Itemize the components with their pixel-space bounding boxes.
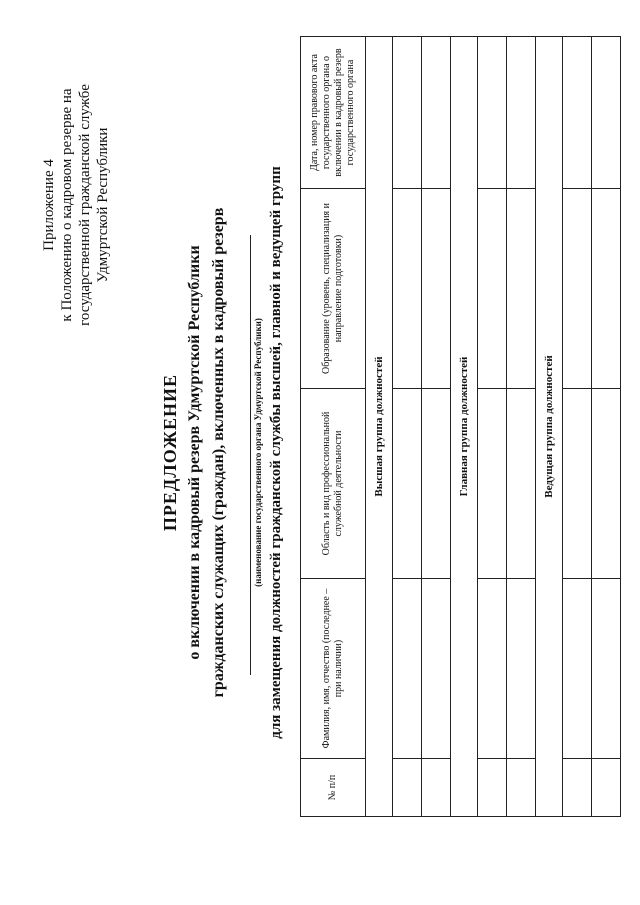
header-cell: Фамилия, имя, отчество (последнее – при наличии) <box>301 579 366 759</box>
group-label: Ведущая группа должностей <box>536 37 563 817</box>
group-row <box>536 37 563 817</box>
document-title: ПРЕДЛОЖЕНИЕ <box>160 373 180 532</box>
appendix-line: Удмуртской Республики <box>95 127 111 283</box>
table-row <box>393 37 422 817</box>
table-cell <box>507 37 536 189</box>
table-cell <box>478 759 507 817</box>
table-row <box>507 37 536 817</box>
table-cell <box>507 389 536 579</box>
table-cell <box>563 389 592 579</box>
group-label: Высшая группа должностей <box>366 37 393 817</box>
reserve-table <box>300 36 621 817</box>
table-cell <box>478 189 507 389</box>
table-cell <box>393 579 422 759</box>
group-label: Главная группа должностей <box>451 37 478 817</box>
table-cell <box>592 37 621 189</box>
table-cell <box>507 579 536 759</box>
table-cell <box>592 389 621 579</box>
table-cell <box>393 759 422 817</box>
table-row <box>592 37 621 817</box>
title-line: о включении в кадровый резерв Удмуртской Республики <box>186 245 203 660</box>
table-row <box>478 37 507 817</box>
table-cell <box>478 579 507 759</box>
header-cell: Область и вид профессиональной служебной деятельности <box>301 389 366 579</box>
org-name-caption: (наименование государственного органа Удмуртской Республики) <box>253 318 263 587</box>
table-cell <box>563 189 592 389</box>
header-cell: Дата, номер правового акта государственного органа о включении в кадровый резерв государственного органа <box>301 37 366 189</box>
table-header-row <box>301 37 366 817</box>
table-cell <box>592 189 621 389</box>
table-row <box>422 37 451 817</box>
table-cell <box>393 37 422 189</box>
table-cell <box>478 389 507 579</box>
title-line: гражданских служащих (граждан), включенных в кадровый резерв <box>210 207 227 698</box>
org-name-blank-line <box>250 235 251 675</box>
table-cell <box>507 189 536 389</box>
table-cell <box>563 579 592 759</box>
title-line: для замещения должностей гражданской службы высшей, главной и ведущей групп <box>268 166 284 739</box>
table-cell <box>507 759 536 817</box>
group-row <box>366 37 393 817</box>
table-cell <box>422 579 451 759</box>
table-cell <box>478 37 507 189</box>
table-cell <box>422 759 451 817</box>
appendix-line: государственной гражданской службе <box>77 84 93 326</box>
appendix-line: Приложение 4 <box>41 159 57 251</box>
header-cell: Образование (уровень, специализация и направление подготовки) <box>301 189 366 389</box>
table-cell <box>393 389 422 579</box>
group-row <box>451 37 478 817</box>
table-row <box>563 37 592 817</box>
table-cell <box>563 37 592 189</box>
table-cell <box>592 579 621 759</box>
table-cell <box>393 189 422 389</box>
table-cell <box>563 759 592 817</box>
table-cell <box>422 189 451 389</box>
table-cell <box>422 37 451 189</box>
appendix-line: к Положению о кадровом резерве на <box>59 88 75 322</box>
table-cell <box>592 759 621 817</box>
header-cell: № п/п <box>301 759 366 817</box>
table-cell <box>422 389 451 579</box>
appendix-block <box>40 50 112 360</box>
